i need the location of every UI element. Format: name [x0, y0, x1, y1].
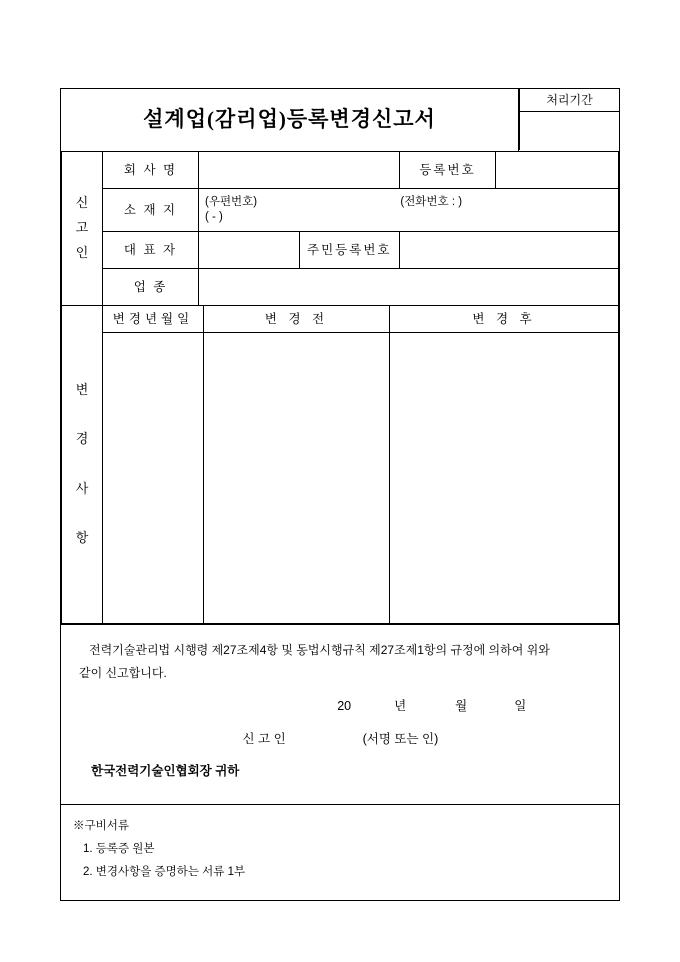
- processing-period-box: [519, 89, 620, 151]
- address-detail[interactable]: [400, 210, 612, 225]
- rrn-label: 주민등록번호: [299, 232, 400, 269]
- processing-period-value[interactable]: [519, 112, 619, 150]
- address-zip: (우편번호): [205, 196, 258, 209]
- statement-date-day-unit: 일: [514, 698, 527, 713]
- statement-block: [61, 624, 619, 804]
- form-frame: [60, 88, 620, 901]
- address-phone: (전화번호 : ): [400, 196, 463, 209]
- signer-label: 신 고 인: [242, 732, 286, 747]
- statement-date-year-unit: 년: [394, 698, 407, 713]
- statement-date-month-unit: 월: [455, 698, 468, 713]
- change-after-header: 변 경 후: [390, 306, 619, 333]
- required-document-item: 1. 등록증 원본: [83, 842, 155, 855]
- changes-side-label: [62, 306, 103, 624]
- statement-date-year: 20: [337, 698, 352, 713]
- changes-side-label-text: 변 경 사 항: [75, 382, 89, 546]
- company-name-label: 회 사 명: [103, 152, 199, 189]
- representative-label: 대 표 자: [103, 232, 199, 269]
- representative-value[interactable]: [199, 232, 300, 269]
- applicant-side-label: [62, 152, 103, 306]
- statement-date-line: [79, 685, 601, 725]
- registration-number-label: 등록번호: [400, 152, 496, 189]
- title-cell: [61, 89, 519, 151]
- company-name-value[interactable]: [199, 152, 400, 189]
- change-date-header: 변경년월일: [103, 306, 204, 333]
- title-section: [61, 89, 619, 151]
- statement-line-2: 같이 신고합니다.: [79, 665, 167, 680]
- required-document-item: 2. 변경사항을 증명하는 서류 1부: [83, 865, 246, 878]
- processing-period-label: 처리기간: [519, 89, 619, 112]
- page-title: 설계업(감리업)등록변경신고서: [143, 107, 436, 132]
- required-documents-header: ※구비서류: [73, 819, 129, 832]
- signer-line: [79, 724, 601, 756]
- required-documents-block: [61, 804, 619, 900]
- addressee-line: 한국전력기술인협회장 귀하: [91, 764, 240, 779]
- signer-note: (서명 또는 인): [362, 732, 439, 747]
- address-label: 소 재 지: [103, 189, 199, 232]
- changes-section: [61, 306, 619, 624]
- address-value[interactable]: [199, 189, 619, 232]
- change-date-value[interactable]: [103, 333, 204, 624]
- applicant-side-label-text: 신 고 인: [75, 195, 89, 260]
- change-before-value[interactable]: [204, 333, 390, 624]
- statement-line-1: 전력기술관리법 시행령 제27조제4항 및 동법시행규칙 제27조제1항의 규정에 의하여 위와: [89, 643, 550, 657]
- rrn-value[interactable]: [400, 232, 619, 269]
- business-type-label: 업 종: [103, 269, 199, 306]
- registration-number-value[interactable]: [496, 152, 619, 189]
- change-before-header: 변 경 전: [204, 306, 390, 333]
- address-inner: [205, 195, 612, 225]
- change-after-value[interactable]: [390, 333, 619, 624]
- address-zip-blank[interactable]: ( - ): [205, 211, 223, 223]
- applicant-section: [61, 151, 619, 306]
- business-type-value[interactable]: [199, 269, 619, 306]
